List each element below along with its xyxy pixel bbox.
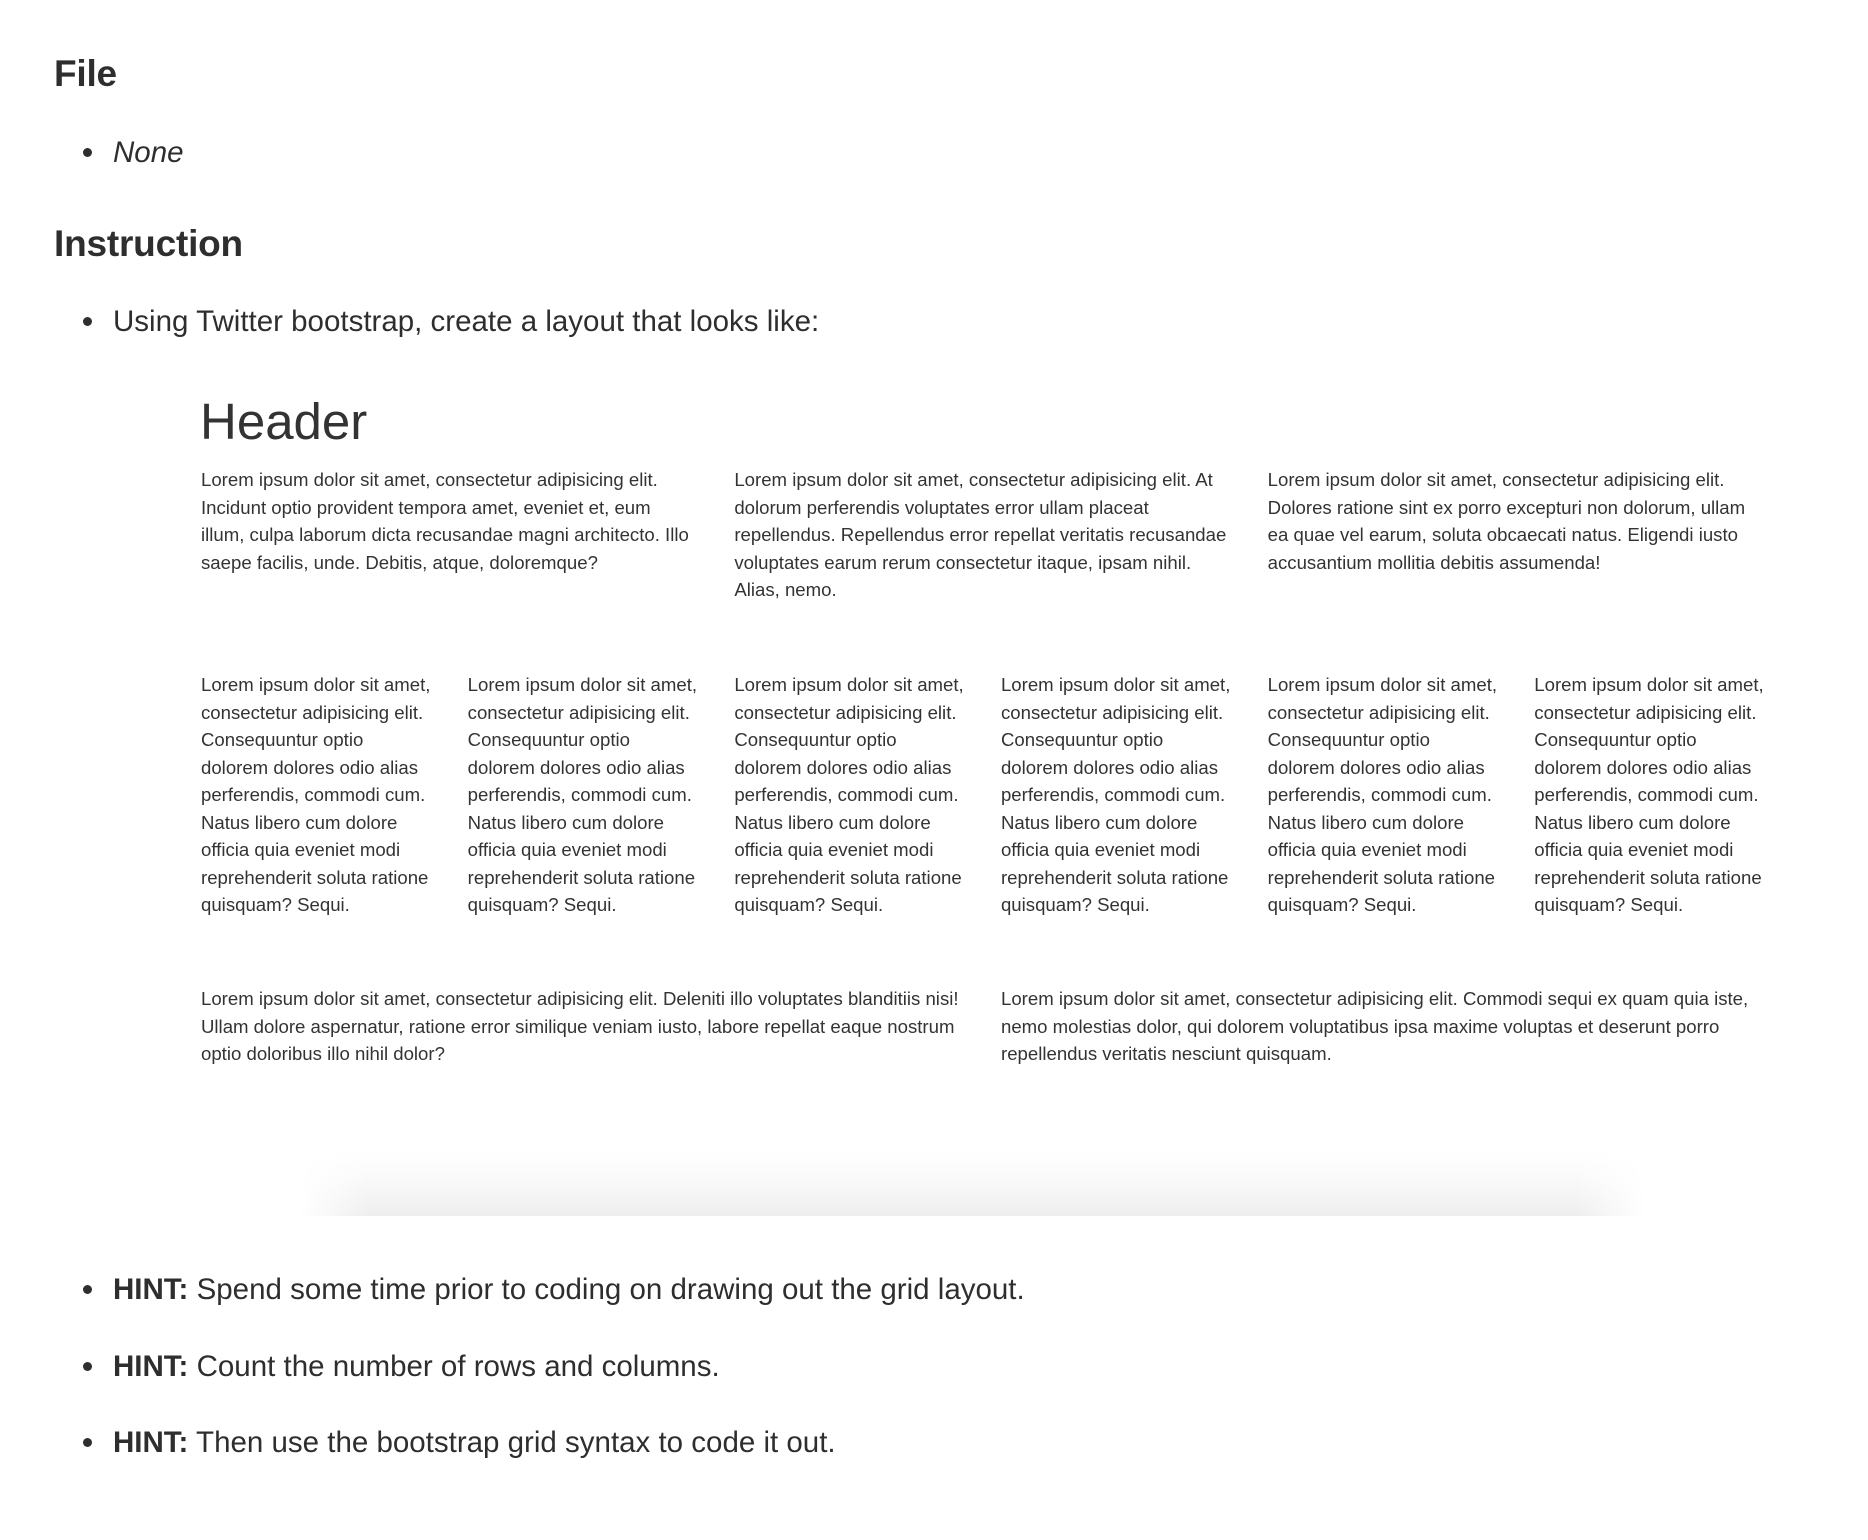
- hint-text: Then use the bootstrap grid syntax to code it out.: [188, 1426, 836, 1459]
- bullet-icon: [83, 1285, 92, 1294]
- example-col: Lorem ipsum dolor sit amet, consectetur adipisicing elit. Consequuntur optio dolorem dolores odio alias perferendis, commodi cum. Natus libero cum dolore officia quia eveniet modi reprehenderit soluta ratione quisquam? Sequi.: [1267, 674, 1498, 915]
- instruction-list-item: [0, 307, 819, 337]
- instruction-heading: Instruction: [54, 223, 243, 264]
- hints-list: [0, 1275, 1025, 1458]
- instruction-intro-text: Using Twitter bootstrap, create a layout that looks like:: [113, 305, 820, 338]
- hint-text: Spend some time prior to coding on drawing out the grid layout.: [188, 1273, 1025, 1306]
- hint-label: HINT:: [113, 1349, 189, 1383]
- file-none-text: None: [113, 136, 184, 169]
- bullet-icon: [83, 317, 92, 326]
- example-col: Lorem ipsum dolor sit amet, consectetur adipisicing elit. Dolores ratione sint ex porro excepturi non dolorum, ullam ea quae vel earum, soluta obcaecati natus. Eligendi iusto accusantium mollitia debitis assumenda!: [1267, 469, 1746, 573]
- hint-item: [0, 1275, 1025, 1305]
- bullet-icon: [83, 148, 92, 157]
- example-col: Lorem ipsum dolor sit amet, consectetur adipisicing elit. Consequuntur optio dolorem dolores odio alias perferendis, commodi cum. Natus libero cum dolore officia quia eveniet modi reprehenderit soluta ratione quisquam? Sequi.: [201, 674, 431, 915]
- example-header: Header: [200, 393, 368, 450]
- hint-item: [0, 1349, 1025, 1383]
- example-col: Lorem ipsum dolor sit amet, consectetur adipisicing elit. Incidunt optio provident tempora amet, eveniet et, eum illum, culpa laborum dicta recusandae magni architecto. Illo saepe facilis, unde. Debitis, atque, doloremque?: [201, 469, 689, 573]
- file-heading: File: [54, 53, 117, 94]
- hint-label: HINT:: [113, 1273, 189, 1306]
- example-row-three-columns: [183, 466, 1783, 604]
- example-col: Lorem ipsum dolor sit amet, consectetur adipisicing elit. Consequuntur optio dolorem dolores odio alias perferendis, commodi cum. Natus libero cum dolore officia quia eveniet modi reprehenderit soluta ratione quisquam? Sequi.: [1000, 674, 1231, 915]
- file-list: [0, 138, 184, 168]
- example-col: Lorem ipsum dolor sit amet, consectetur adipisicing elit. Consequuntur optio dolorem dolores odio alias perferendis, commodi cum. Natus libero cum dolore officia quia eveniet modi reprehenderit soluta ratione quisquam? Sequi.: [734, 674, 964, 915]
- hint-label: HINT:: [113, 1426, 189, 1459]
- example-col: Lorem ipsum dolor sit amet, consectetur adipisicing elit. Consequuntur optio dolorem dolores odio alias perferendis, commodi cum. Natus libero cum dolore officia quia eveniet modi reprehenderit soluta ratione quisquam? Sequi.: [1534, 674, 1764, 915]
- example-row-two-columns: [183, 985, 1783, 1068]
- file-list-item: [0, 138, 184, 168]
- hint-text: Count the number of rows and columns.: [188, 1349, 720, 1383]
- example-col: Lorem ipsum dolor sit amet, consectetur adipisicing elit. Consequuntur optio dolorem dolores odio alias perferendis, commodi cum. Natus libero cum dolore officia quia eveniet modi reprehenderit soluta ratione quisquam? Sequi.: [467, 674, 698, 915]
- image-shadow: [300, 1150, 1645, 1216]
- example-col: Lorem ipsum dolor sit amet, consectetur adipisicing elit. Deleniti illo voluptates blanditiis nisi! Ullam dolore aspernatur, ratione error similique veniam iusto, labore repellat eaque nostrum optio doloribus illo nihil dolor?: [201, 988, 959, 1064]
- hint-item: [0, 1428, 1025, 1458]
- bullet-icon: [83, 1362, 92, 1371]
- example-col: Lorem ipsum dolor sit amet, consectetur adipisicing elit. At dolorum perferendis voluptates error ullam placeat repellendus. Repellendus error repellat veritatis recusandae voluptates earum rerum consectetur itaque, ipsam nihil. Alias, nemo.: [734, 469, 1227, 600]
- instruction-list: [0, 307, 819, 337]
- bullet-icon: [83, 1438, 92, 1447]
- example-col: Lorem ipsum dolor sit amet, consectetur adipisicing elit. Commodi sequi ex quam quia iste, nemo molestias dolor, qui dolorem voluptatibus ipsa maxime voluptas et deserunt porro repellendus veritatis nesciunt quisquam.: [1001, 988, 1749, 1064]
- example-row-six-columns: [183, 671, 1783, 919]
